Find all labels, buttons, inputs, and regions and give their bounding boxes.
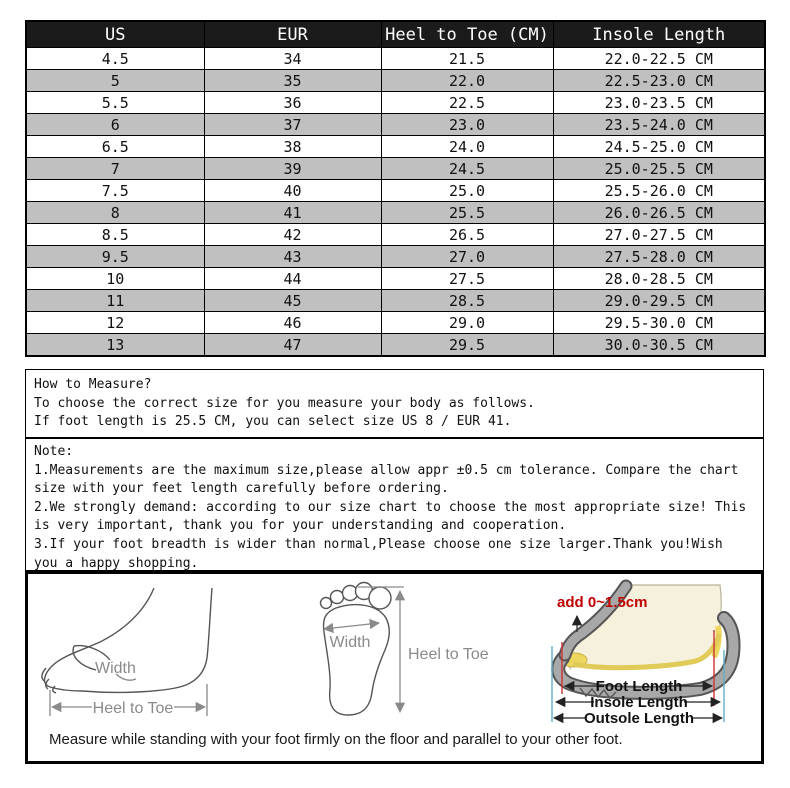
foot-side-view-diagram [42,588,212,693]
table-cell: 29.5-30.0 CM [553,312,765,334]
note-panel [25,438,764,571]
table-cell: 22.0-22.5 CM [553,48,765,70]
table-row [26,334,765,357]
table-cell: 26.5 [381,224,553,246]
note-line: you a happy shopping. [34,555,199,571]
table-cell: 27.0-27.5 CM [553,224,765,246]
table-cell: 46 [204,312,381,334]
table-cell: 35 [204,70,381,92]
how-to-measure-panel [25,369,764,438]
table-cell: 37 [204,114,381,136]
table-row [26,158,765,180]
table-cell: 39 [204,158,381,180]
table-cell: 22.5-23.0 CM [553,70,765,92]
add-allowance-label: add 0~1.5cm [557,594,648,611]
note-title: Note: [34,444,74,459]
table-row [26,136,765,158]
table-cell: 29.0-29.5 CM [553,290,765,312]
table-row [26,246,765,268]
side-view-heel-to-toe-label: Heel to Toe [92,700,174,717]
insole-length-label: Insole Length [590,694,688,711]
table-cell: 29.5 [381,334,553,357]
outsole-length-label: Outsole Length [584,710,694,727]
foot-length-label: Foot Length [595,678,683,695]
table-row [26,48,765,70]
table-cell: 42 [204,224,381,246]
note-line: is very important, thank you for your understanding and cooperation. [34,518,567,534]
table-cell: 23.0-23.5 CM [553,92,765,114]
table-cell: 4.5 [26,48,204,70]
measurement-diagram-panel [25,571,764,764]
size-table-container [25,20,764,357]
table-row [26,202,765,224]
table-row [26,180,765,202]
side-view-width-label: Width [95,660,136,677]
table-row [26,92,765,114]
note-line: size with your feet length carefully before ordering. [34,481,449,497]
table-cell: 28.0-28.5 CM [553,268,765,290]
header-heel-to-toe: Heel to Toe (CM) [381,21,553,48]
table-cell: 30.0-30.5 CM [553,334,765,357]
top-view-width-label: Width [329,634,371,651]
table-row [26,224,765,246]
size-table [25,20,766,357]
table-header-row [26,21,765,48]
table-cell: 43 [204,246,381,268]
table-cell: 8.5 [26,224,204,246]
table-row [26,70,765,92]
note-line: 2.We strongly demand: according to our size chart to choose the most appropriate size! This [34,499,747,515]
table-row [26,312,765,334]
table-row [26,268,765,290]
table-cell: 22.5 [381,92,553,114]
note-line: 1.Measurements are the maximum size,please allow appr ±0.5 cm tolerance. Compare the chart [34,462,739,478]
table-cell: 9.5 [26,246,204,268]
header-insole-length: Insole Length [553,21,765,48]
table-cell: 25.5 [381,202,553,224]
table-cell: 25.0-25.5 CM [553,158,765,180]
measure-caption: Measure while standing with your foot firmly on the floor and parallel to your other foot. [49,731,623,748]
table-cell: 7 [26,158,204,180]
how-to-measure-line: To choose the correct size for you measure your body as follows. [34,395,535,411]
header-us: US [26,21,204,48]
header-eur: EUR [204,21,381,48]
table-cell: 25.5-26.0 CM [553,180,765,202]
table-cell: 27.5-28.0 CM [553,246,765,268]
measurement-diagrams [28,574,761,730]
note-line: 3.If your foot breadth is wider than normal,Please choose one size larger.Thank you!Wish [34,536,723,552]
table-cell: 23.0 [381,114,553,136]
table-cell: 11 [26,290,204,312]
table-cell: 41 [204,202,381,224]
table-cell: 36 [204,92,381,114]
table-cell: 24.5-25.0 CM [553,136,765,158]
table-cell: 24.5 [381,158,553,180]
table-cell: 26.0-26.5 CM [553,202,765,224]
how-to-measure-line: If foot length is 25.5 CM, you can select size US 8 / EUR 41. [34,414,512,430]
top-view-heel-to-toe-label: Heel to Toe [408,646,489,663]
table-cell: 22.0 [381,70,553,92]
table-cell: 13 [26,334,204,357]
table-cell: 5.5 [26,92,204,114]
table-cell: 29.0 [381,312,553,334]
table-cell: 45 [204,290,381,312]
table-cell: 25.0 [381,180,553,202]
table-row [26,290,765,312]
table-cell: 28.5 [381,290,553,312]
table-cell: 40 [204,180,381,202]
table-cell: 47 [204,334,381,357]
table-cell: 44 [204,268,381,290]
table-cell: 38 [204,136,381,158]
table-cell: 10 [26,268,204,290]
table-cell: 7.5 [26,180,204,202]
table-cell: 5 [26,70,204,92]
table-cell: 27.5 [381,268,553,290]
table-row [26,114,765,136]
table-cell: 34 [204,48,381,70]
table-cell: 24.0 [381,136,553,158]
table-cell: 8 [26,202,204,224]
how-to-measure-title: How to Measure? [34,377,152,392]
table-cell: 6 [26,114,204,136]
table-cell: 21.5 [381,48,553,70]
table-cell: 27.0 [381,246,553,268]
table-cell: 12 [26,312,204,334]
table-cell: 6.5 [26,136,204,158]
table-cell: 23.5-24.0 CM [553,114,765,136]
